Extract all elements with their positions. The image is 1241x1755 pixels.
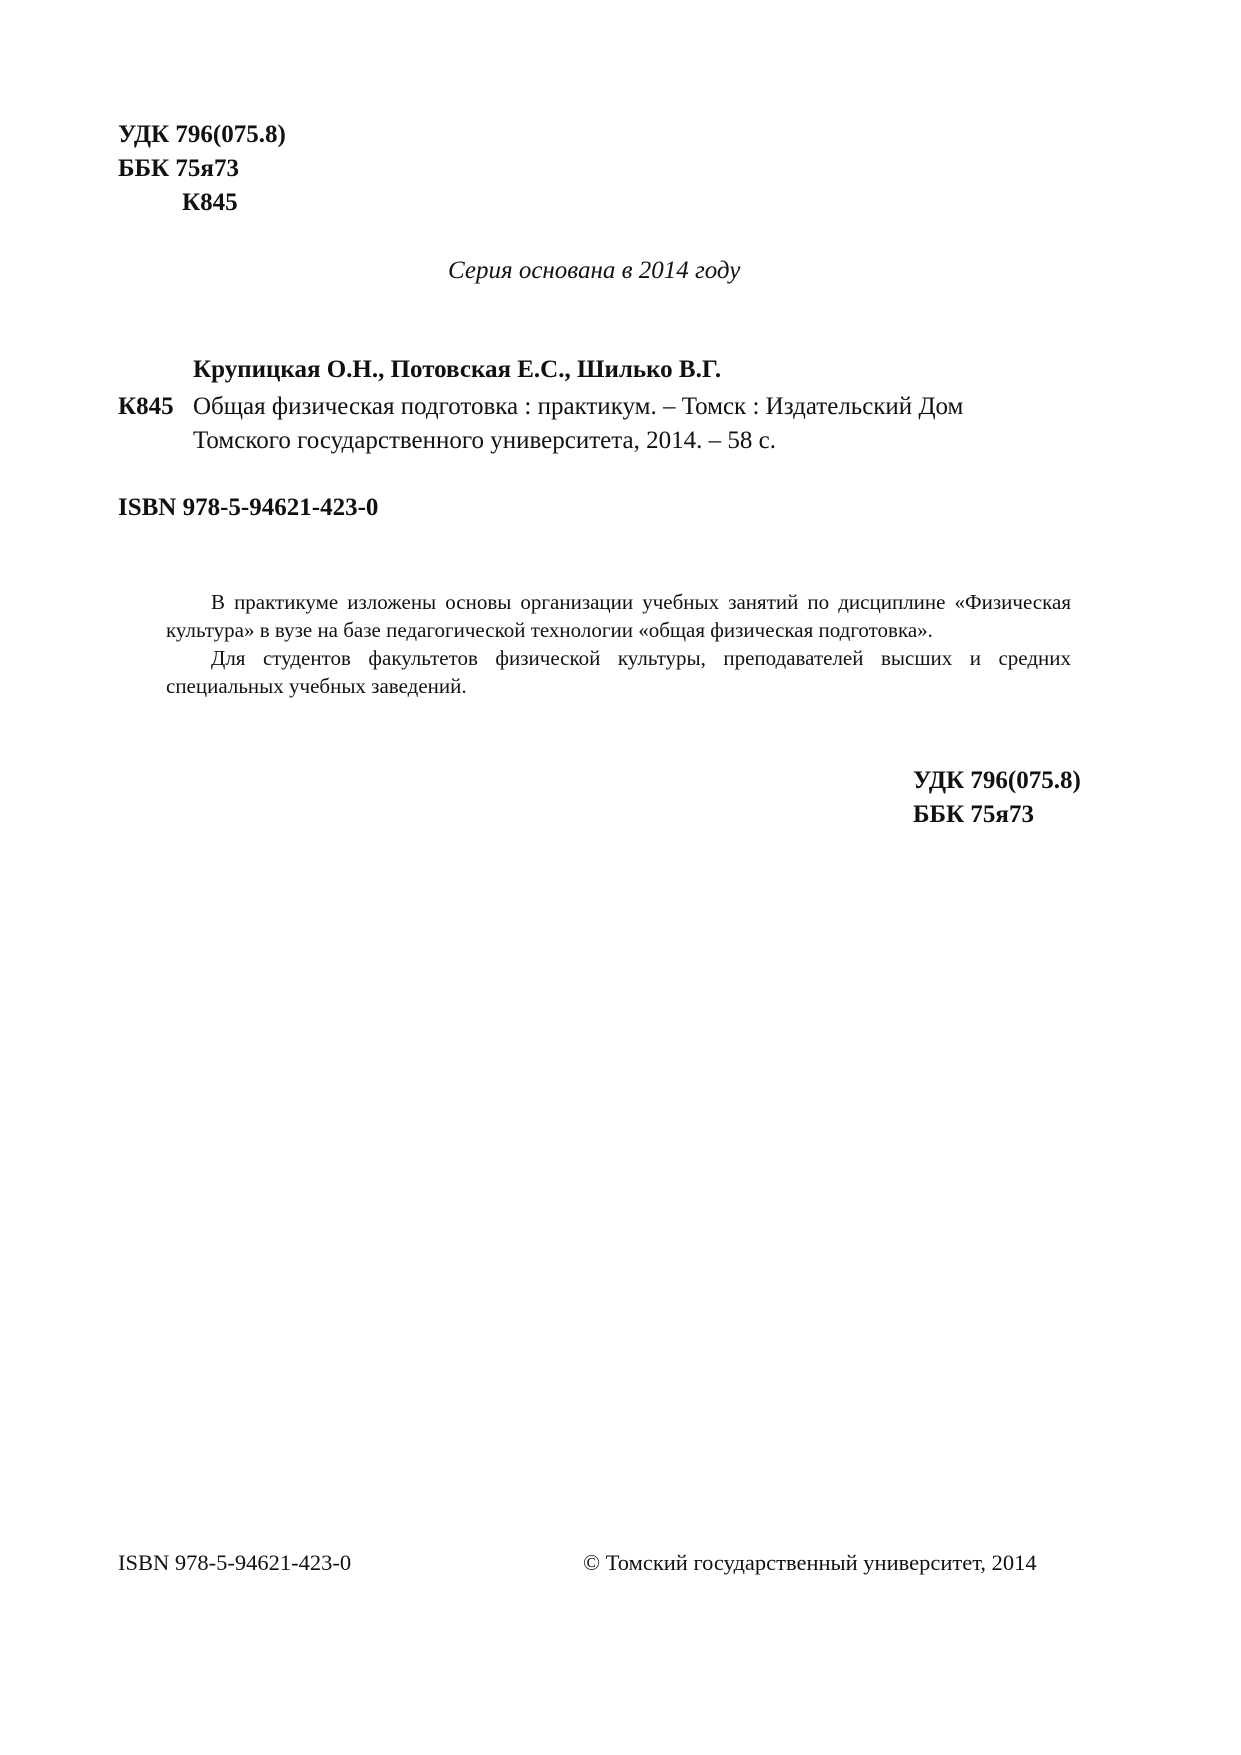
isbn-main: ISBN 978-5-94621-423-0 [118, 494, 379, 521]
udk-code: УДК 796(075.8) [118, 121, 286, 148]
annotation-paragraph: Для студентов факультетов физической культуры, преподавателей высших и средних специальных учебных заведений. [166, 646, 1071, 698]
annotation-paragraph: В практикуме изложены основы организации учебных занятий по дисциплине «Физическая культура» в вузе на базе педагогической технологии «общая физическая подготовка». [166, 590, 1071, 642]
series-note: Серия основана в 2014 году [448, 257, 741, 284]
header-classification [118, 118, 286, 220]
bibliographic-line-2: Томского государственного университета, 2014. – 58 с. [193, 427, 776, 454]
bibliographic-cipher: К845 [118, 393, 174, 420]
udk-code: УДК 796(075.8) [913, 767, 1081, 794]
annotation [166, 588, 1071, 700]
bibliographic-line-1: Общая физическая подготовка : практикум. – Томск : Издательский Дом [193, 393, 964, 420]
right-classification [913, 764, 1081, 832]
bbk-code: ББК 75я73 [118, 155, 239, 182]
footer-isbn: ISBN 978-5-94621-423-0 [118, 1550, 352, 1575]
bbk-code: ББК 75я73 [913, 801, 1034, 828]
footer-copyright: © Томский государственный университет, 2014 [583, 1550, 1037, 1575]
author-cipher: К845 [182, 189, 238, 216]
authors: Крупицкая О.Н., Потовская Е.С., Шилько В.Г. [193, 356, 722, 383]
